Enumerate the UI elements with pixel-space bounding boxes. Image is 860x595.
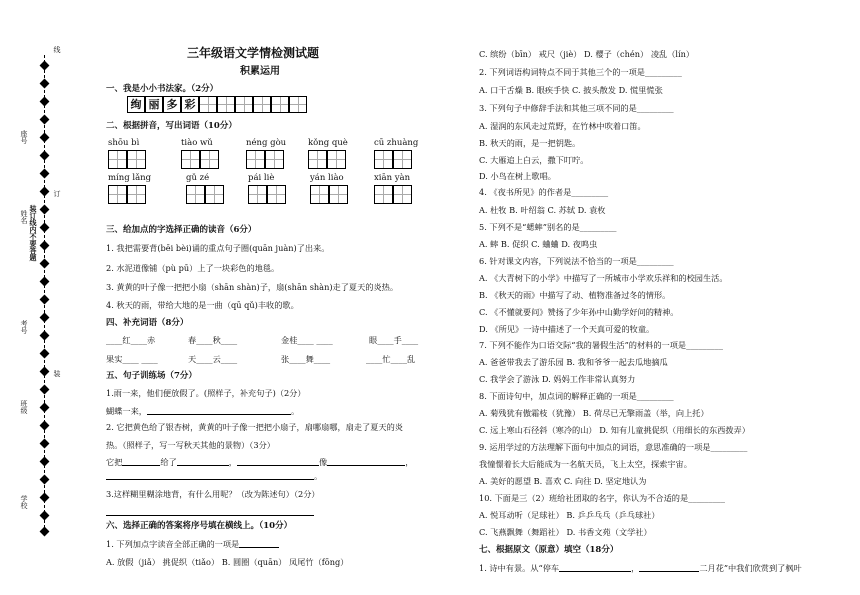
diamond-mark (40, 385, 50, 395)
fill-text: 给了 (160, 457, 177, 467)
idiom-blank[interactable]: 天____云____ (188, 354, 238, 364)
question-line: 5. 下列不是“蟋蟀”别名的是_________ (479, 222, 617, 232)
diamond-mark (40, 61, 50, 71)
diamond-mark (40, 511, 50, 521)
page-subtitle: 积累运用 (240, 66, 280, 77)
side-label-line: 线 (53, 46, 61, 53)
writing-box[interactable] (199, 96, 217, 113)
question-line (106, 508, 314, 516)
question-line: 。 (106, 472, 322, 480)
writing-box[interactable] (327, 150, 346, 169)
option-line: A. 《大青树下的小学》中描写了一所城市小学欢乐祥和的校园生活。 (479, 273, 728, 283)
fill-text: ， (631, 563, 640, 573)
option-line: B. 秋天的雨，是一把钥匙。 (479, 138, 581, 148)
question-line: 3. 黄黄的叶子像一把把小扇（shān shàn)子，扇(shān shàn)走了夏天的炎热。 (106, 282, 399, 292)
answer-line[interactable] (106, 508, 314, 516)
diamond-mark (40, 527, 50, 537)
option-line: A. 美好的愿望 B. 喜欢 C. 向往 D. 坚定地认为 (479, 476, 647, 486)
pinyin-text: gǔ zé (186, 173, 210, 183)
section-6-heading: 六、选择正确的答案将序号填在横线上。（10分） (106, 521, 293, 531)
option-line: A. 蟀 B. 促织 C. 蛐蛐 D. 夜鸣虫 (479, 239, 598, 249)
pinyin-group (108, 139, 146, 169)
writing-box[interactable] (205, 185, 224, 204)
sentence-start: 蝴蝶一来， (106, 406, 147, 416)
side-label-exam-no: 考号 (20, 320, 28, 334)
writing-box[interactable] (267, 185, 286, 204)
diamond-mark (40, 457, 50, 467)
diamond-mark (40, 313, 50, 323)
answer-line[interactable] (106, 472, 314, 480)
writing-box[interactable] (200, 150, 219, 169)
diamond-mark (40, 169, 50, 179)
question-line: 热。（照样子，写一写秋天其他的景物）（3分） (106, 440, 275, 450)
option-line: A. 菊残犹有傲霜枝（犹豫） B. 荷尽已无擎雨盖（举，向上托） (479, 408, 709, 418)
pinyin-group (374, 174, 412, 204)
fill-text: 二月花”中我们欣赏到了枫叶 (699, 563, 802, 573)
page-title: 三年级语文学情检测试题 (187, 46, 320, 60)
calligraphy-char: 绚 (127, 96, 145, 113)
calligraphy-char: 多 (163, 96, 181, 113)
question-line: 我憧憬着长大后能成为一名航天员，飞上太空，探索宇宙。 (479, 459, 692, 469)
question-line: 6. 针对课文内容，下列说法不恰当的一项是_________ (479, 256, 674, 266)
diamond-mark (40, 115, 50, 125)
writing-box[interactable] (329, 185, 348, 204)
question-text: 1. 下列加点字读音全部正确的一项是 (106, 539, 240, 549)
question-line: 4. 《夜书所见》的作者是_________ (479, 187, 609, 197)
fill-text: 1. 诗中有景。从“停车 (479, 563, 560, 573)
diamond-mark (40, 277, 50, 287)
pinyin-text: shōu bì (108, 138, 140, 148)
pinyin-text: pái liè (248, 173, 275, 183)
side-label-zhuang: 装 (53, 370, 61, 377)
calligraphy-char: 丽 (145, 96, 163, 113)
writing-box[interactable] (393, 185, 412, 204)
writing-box[interactable] (127, 185, 146, 204)
side-label-class: 班级 (20, 400, 28, 414)
section-3-heading: 三、给加点的字选择正确的读音（6分） (106, 225, 257, 235)
fill-text: ， (405, 457, 414, 467)
idiom-blank[interactable]: ____忙____乱 (366, 354, 416, 364)
option-line: A. 口干舌燥 B. 眼疾手快 C. 披头散发 D. 慌里慌张 (479, 85, 663, 95)
diamond-mark (40, 187, 50, 197)
diamond-mark (40, 475, 50, 485)
writing-box[interactable] (289, 96, 307, 113)
writing-box[interactable] (374, 150, 393, 169)
question-line: 7. 下列不能作为口语交际“我的暑假生活”的材料的一项是_________ (479, 340, 723, 350)
writing-box[interactable] (127, 150, 146, 169)
pinyin-group (246, 139, 286, 169)
idiom-blank[interactable]: 张____舞____ (281, 354, 331, 364)
option-line: A. 放假（jiǎ） 挑促织（tiǎo） B. 圆圈（quān） 凤尾竹（fōng） (106, 557, 349, 567)
option-line: C. 《不懂就要问》赞扬了少年孙中山勤学好问的精神。 (479, 307, 679, 317)
section-4-heading: 四、补充词语（8分） (106, 318, 189, 328)
fill-text: 像 (318, 457, 328, 467)
writing-box[interactable] (181, 150, 200, 169)
option-line: A. 悦耳动听（足球社） B. 乒乒乓乓（乒乓球社） (479, 510, 660, 520)
diamond-mark (40, 205, 50, 215)
question-line: C. 缤纷（bīn） 戒尺（jiè） D. 樱子（chén） 凌乱（lín） (479, 49, 695, 59)
pinyin-text: tiào wǔ (181, 138, 213, 148)
diamond-mark (40, 331, 50, 341)
idiom-blank[interactable]: 春____秋____ (188, 335, 238, 345)
option-line: C. 大雁追上白云，撒下叮咛。 (479, 155, 589, 165)
option-line: C. 飞燕飘舞（舞蹈社） D. 书香文苑（文学社） (479, 527, 652, 537)
writing-box[interactable] (246, 150, 265, 169)
diamond-mark (40, 295, 50, 305)
pinyin-group (181, 139, 219, 169)
pinyin-group (374, 139, 418, 169)
pinyin-group (108, 174, 151, 204)
pinyin-group (186, 174, 224, 204)
pinyin-group (248, 174, 286, 204)
writing-box[interactable] (308, 150, 327, 169)
answer-line[interactable] (177, 458, 229, 466)
answer-line[interactable] (147, 407, 291, 415)
pinyin-group (310, 174, 348, 204)
diamond-mark (40, 97, 50, 107)
answer-line[interactable] (122, 458, 160, 466)
writing-box[interactable] (235, 96, 253, 113)
section-7-heading: 七、根据原文（原意）填空（18分） (479, 545, 619, 555)
pinyin-text: yán liào (310, 173, 344, 183)
option-line: C. 远上寒山石径斜（寒冷的山） D. 知有儿童挑促织（用细长的东西拨弄） (479, 425, 750, 435)
pinyin-text: kǒng què (308, 138, 348, 148)
diamond-mark (40, 367, 50, 377)
side-warning: 装订线内不要答题 (29, 205, 38, 261)
writing-box[interactable] (310, 185, 329, 204)
answer-line[interactable] (559, 564, 631, 572)
diamond-mark (40, 79, 50, 89)
writing-box[interactable] (393, 150, 412, 169)
binding-strip (0, 0, 62, 595)
option-line: D. 小鸟在树上歌唱。 (479, 171, 556, 181)
answer-line[interactable] (239, 540, 279, 548)
calligraphy-row (127, 96, 307, 113)
question-line (106, 540, 279, 548)
pinyin-text: néng gòu (246, 138, 287, 148)
option-line: B. 《秋天的雨》中描写了动、植物准备过冬的情形。 (479, 290, 671, 300)
answer-line[interactable] (327, 458, 405, 466)
question-line: 10. 下面是三（2）班给社团取的名字，你认为不合适的是_________ (479, 493, 725, 503)
writing-box[interactable] (253, 96, 271, 113)
writing-box[interactable] (271, 96, 289, 113)
side-label-name: 姓名 (20, 210, 28, 224)
section-1-heading: 一、我是小小书法家。（2分） (106, 84, 219, 94)
writing-box[interactable] (248, 185, 267, 204)
section-2-heading: 二、根据拼音，写出词语（10分） (106, 121, 237, 131)
question-line: 3. 下列句子中修辞手法和其他三项不同的是_________ (479, 103, 674, 113)
idiom-blank[interactable]: 眼____手____ (369, 335, 419, 345)
diamond-mark (40, 439, 50, 449)
pinyin-text: míng lǎng (108, 173, 152, 183)
side-label-seat: 座号 (20, 130, 28, 144)
writing-box[interactable] (374, 185, 393, 204)
option-line: D. 《所见》一诗中描述了一个天真可爱的牧童。 (479, 324, 655, 334)
diamond-mark (40, 259, 50, 269)
writing-box[interactable] (108, 150, 127, 169)
idiom-blank[interactable]: 果实____ ____ (106, 354, 158, 364)
question-line: 8. 下面诗句中，加点词的解释正确的一项是_________ (479, 391, 674, 401)
idiom-blank[interactable]: 金桂____ ____ (281, 335, 333, 345)
diamond-mark (40, 223, 50, 233)
option-line: A. 杜牧 B. 叶绍翁 C. 苏轼 D. 袁枚 (479, 205, 606, 215)
question-line: 2. 下列词语构词特点不同于其他三个的一项是_________ (479, 67, 682, 77)
question-line: 3.这样糊里糊涂地背，有什么用呢？（改为陈述句）（2分） (106, 489, 320, 499)
side-label-ding: 订 (53, 190, 61, 197)
question-line: 4. 秋天的雨，带给大地的是一曲（qū qǔ)丰收的歌。 (106, 300, 299, 310)
answer-line[interactable] (237, 458, 319, 466)
question-line (479, 564, 802, 572)
section-5-heading: 五、句子训练场（7分） (106, 371, 197, 381)
pinyin-text: cū zhuàng (374, 138, 419, 148)
writing-box[interactable] (108, 185, 127, 204)
question-line: 2. 它把黄色给了银杏树，黄黄的叶子像一把把小扇子，扇哪扇哪，扇走了夏天的炎 (106, 422, 403, 432)
diamond-mark (40, 241, 50, 251)
question-line: 1. 我把需要背(bēi bèi)诵的重点句子圈(quān juàn)了出来。 (106, 243, 330, 253)
question-line: 2. 水泥道像铺（pù pū）上了一块彩色的地毯。 (106, 263, 280, 273)
option-line: A. 爸爸带我去了游乐园 B. 我和爷爷一起去瓜地摘瓜 (479, 357, 668, 367)
pinyin-text: xiān yàn (374, 173, 411, 183)
question-line (106, 458, 413, 466)
diamond-mark (40, 349, 50, 359)
writing-box[interactable] (265, 150, 284, 169)
answer-line[interactable] (639, 564, 699, 572)
idiom-blank[interactable]: ____红____赤 (106, 335, 156, 345)
diamond-mark (40, 403, 50, 413)
diamond-mark (40, 421, 50, 431)
side-label-school: 学校 (20, 495, 28, 509)
option-line: A. 湿润的东风走过荒野，在竹林中吹着口笛。 (479, 121, 646, 131)
question-line: 蝴蝶一来， 。 (106, 406, 300, 416)
diamond-mark (40, 151, 50, 161)
calligraphy-char: 彩 (181, 96, 199, 113)
diamond-mark (40, 133, 50, 143)
question-line: 1.雨一来，他们便放假了。(照样子，补充句子)（2分） (106, 388, 306, 398)
pinyin-group (308, 139, 348, 169)
option-line: C. 我学会了游泳 D. 妈妈工作非常认真努力 (479, 374, 636, 384)
writing-box[interactable] (186, 185, 205, 204)
fill-text: 它把 (106, 457, 123, 467)
diamond-mark (40, 493, 50, 503)
writing-box[interactable] (217, 96, 235, 113)
question-line: 9. 运用学过的方法理解下面句中加点的词语，意思准确的一项是_________ (479, 442, 748, 452)
fill-text: ， (228, 457, 237, 467)
